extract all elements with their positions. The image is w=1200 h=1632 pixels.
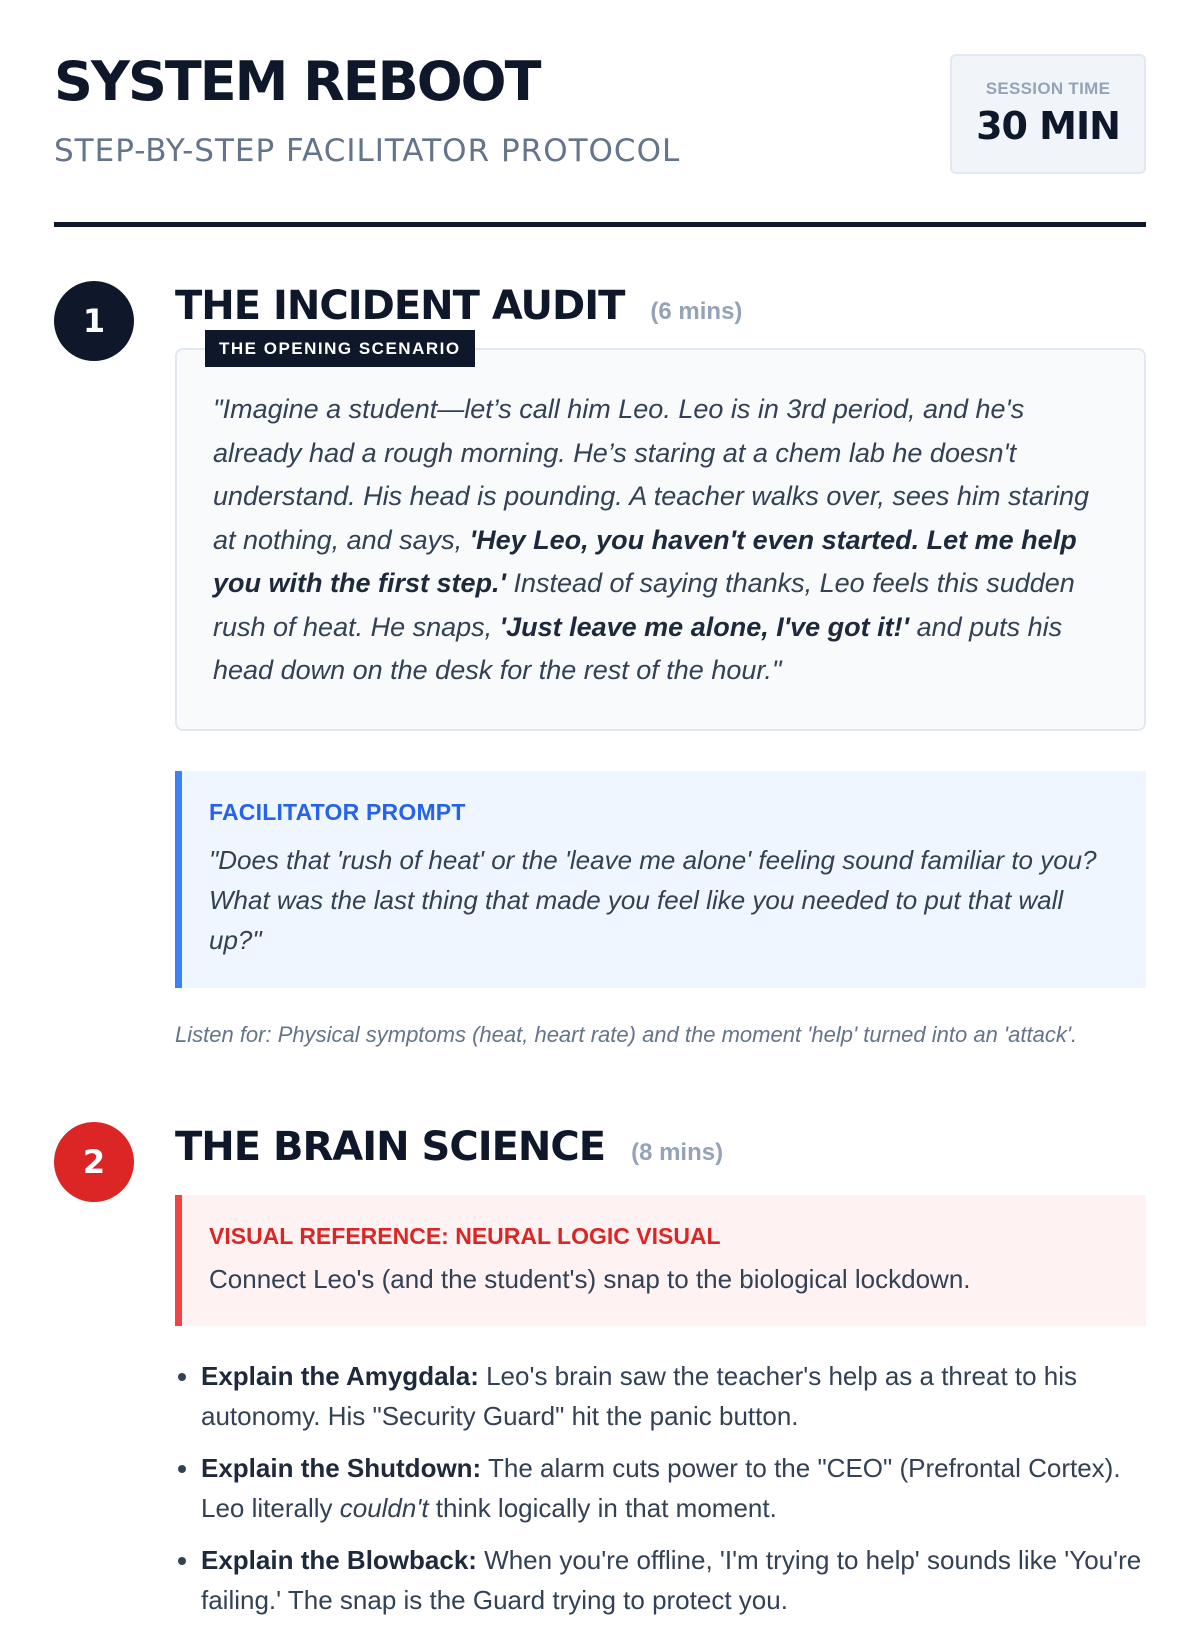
scenario-bold-quote: 'Hey Leo, you haven't even started. Let me help you with the first step.' — [213, 524, 1077, 598]
explain-list — [175, 1356, 1146, 1620]
step-number-badge: 1 — [54, 281, 134, 361]
section-duration: (8 mins) — [631, 1138, 724, 1166]
list-item-text: think logically in that moment. — [428, 1492, 777, 1523]
list-item — [201, 1356, 1146, 1436]
listen-note: Listen for: Physical symptoms (heat, heart rate) and the moment 'help' turned into an 'attack'. — [175, 1021, 1078, 1047]
list-item-emphasis: couldn't — [339, 1492, 429, 1523]
page-title: SYSTEM REBOOT — [54, 50, 540, 113]
protocol-page — [54, 0, 1146, 1632]
visual-reference — [175, 1195, 1146, 1326]
page-subtitle: STEP-BY-STEP FACILITATOR PROTOCOL — [54, 133, 681, 169]
list-item — [201, 1448, 1146, 1528]
scenario-text: Instead of saying thanks, Leo feels this sudden rush of heat. He snaps, — [213, 568, 1075, 642]
scenario-text: "Imagine a student—let’s call him Leo. Leo is in 3rd period, and he's already had a rough morning. He’s staring at a chem lab he doesn't understand. His head is pounding. A teacher walks over, sees him staring at nothing, and says, — [213, 394, 1089, 555]
list-item-label: Explain the Shutdown: — [201, 1452, 482, 1483]
list-item — [201, 1540, 1146, 1620]
section-title: THE INCIDENT AUDIT — [175, 283, 625, 329]
list-item-text: The alarm cuts power to the "CEO" (Prefrontal Cortex). Leo literally — [201, 1452, 1121, 1523]
prompt-text: "Does that 'rush of heat' or the 'leave me alone' feeling sound familiar to you? What was the last thing that made you feel like you needed to put that wall up?" — [209, 844, 1097, 955]
scenario-tag: THE OPENING SCENARIO — [205, 330, 475, 367]
list-item-label: Explain the Blowback: — [201, 1544, 477, 1575]
session-time-label: SESSION TIME — [985, 79, 1111, 98]
section-heading — [175, 1122, 1146, 1172]
list-item-text: When you're offline, 'I'm trying to help' sounds like 'You're failing.' The snap is the Guard trying to protect you. — [201, 1544, 1142, 1615]
scenario-bold-quote: 'Just leave me alone, I've got it!' — [499, 611, 910, 642]
list-item-text: Leo's brain saw the teacher's help as a threat to his autonomy. His "Security Guard" hit the panic button. — [201, 1360, 1078, 1431]
section-heading — [175, 281, 1146, 331]
list-item-label: Explain the Amygdala: — [201, 1360, 479, 1391]
prompt-label: FACILITATOR PROMPT — [209, 798, 466, 825]
visual-reference-text: Connect Leo's (and the student's) snap to the biological lockdown. — [209, 1263, 971, 1294]
section-duration: (6 mins) — [650, 298, 743, 325]
session-time-value: 30 MIN — [976, 104, 1120, 148]
scenario-text: and puts his head down on the desk for the rest of the hour." — [213, 611, 1063, 685]
section-title: THE BRAIN SCIENCE — [175, 1123, 606, 1170]
visual-reference-label: VISUAL REFERENCE: NEURAL LOGIC VISUAL — [209, 1222, 721, 1249]
scenario-quote — [175, 348, 1146, 731]
session-time-box — [950, 54, 1146, 174]
page-header — [54, 0, 1146, 227]
facilitator-prompt — [175, 771, 1146, 988]
opening-scenario — [175, 339, 1146, 731]
section-brain-science — [54, 1122, 1146, 1620]
step-number-badge: 2 — [54, 1122, 134, 1202]
section-incident-audit — [54, 281, 1146, 1052]
